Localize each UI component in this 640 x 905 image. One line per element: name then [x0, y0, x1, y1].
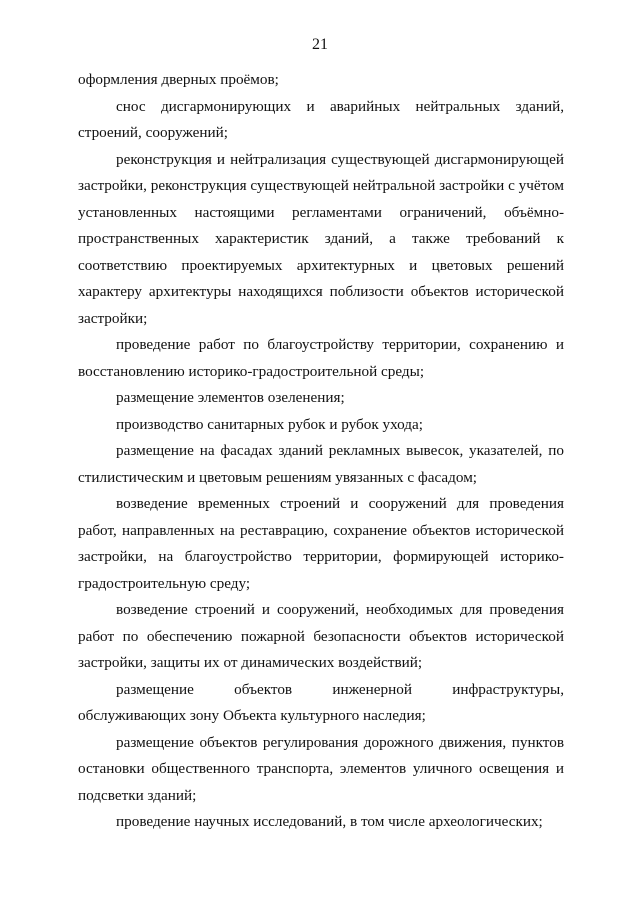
list-item-reconstruction: реконструкция и нейтрализация существующей дисгармонирующей застройки, реконструкция существующей нейтральной застройки с учётом установленных настоящими регламентами ограничений, объёмно-пространственных характеристик зданий, а также требований к соответствию проектируемых архитектурных и цветовых решений характеру архитектуры находящихся поблизости объектов исторической застройки;: [78, 150, 564, 327]
paragraph-continuation: оформления дверных проёмов;: [78, 71, 279, 88]
body-text: [78, 67, 564, 836]
list-item-fire-safety: возведение строений и сооружений, необходимых для проведения работ по обеспечению пожарной безопасности объектов исторической застройки, защиты их от динамических воздействий;: [78, 601, 564, 671]
list-item-demolition: снос дисгармонирующих и аварийных нейтральных зданий, строений, сооружений;: [78, 97, 564, 141]
list-item-research: проведение научных исследований, в том числе археологических;: [116, 813, 543, 830]
list-item-infrastructure: размещение объектов инженерной инфраструктуры, обслуживающих зону Объекта культурного наследия;: [78, 680, 564, 724]
list-item-landscaping-works: проведение работ по благоустройству территории, сохранению и восстановлению историко-градостроительной среды;: [78, 336, 564, 380]
list-item-sanitary-felling: производство санитарных рубок и рубок ухода;: [116, 415, 423, 433]
list-item-traffic-objects: размещение объектов регулирования дорожного движения, пунктов остановки общественного транспорта, элементов уличного освещения и подсветки зданий;: [78, 733, 564, 804]
page-number: 21: [312, 36, 328, 53]
list-item-temporary-structures: возведение временных строений и сооружений для проведения работ, направленных на реставрацию, сохранение объектов исторической застройки, на благоустройство территории, формирующей историко-градостроительную среду;: [78, 495, 564, 592]
list-item-greenery: размещение элементов озеленения;: [116, 389, 345, 406]
list-item-signage: размещение на фасадах зданий рекламных вывесок, указателей, по стилистическим и цветовым решениям увязанных с фасадом;: [78, 442, 564, 486]
